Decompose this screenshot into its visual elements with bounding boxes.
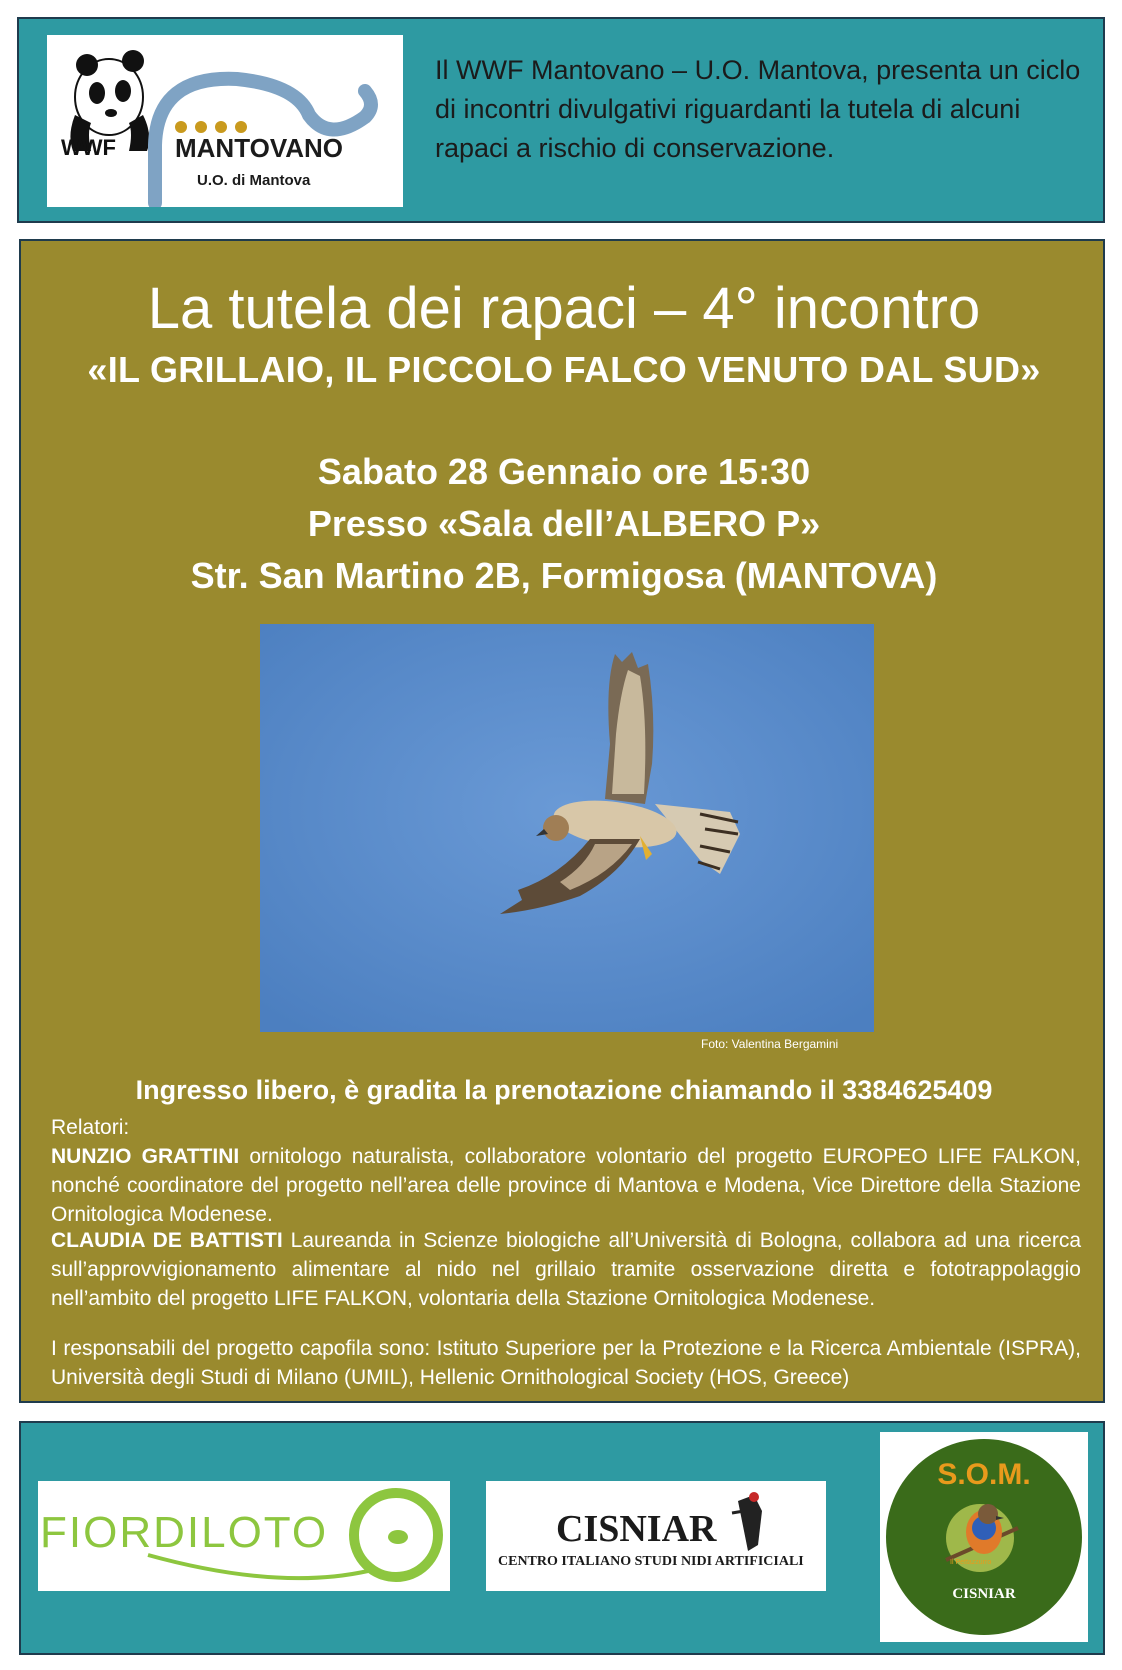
speaker-item [51, 1226, 1081, 1313]
speaker-desc: Laureanda in Scienze biologiche all’Università di Bologna, collabora ad una ricerca sull’approvvigionamento alimentare al nido nel grillaio tramite osservazione diretta e fototrappolaggio nell’ambito del progetto LIFE FALKON, volontaria della Stazione Ornitologica Modenese. [51, 1229, 1081, 1310]
photo-credit: Foto: Valentina Bergamini [701, 1037, 839, 1051]
unit-text: U.O. di Mantova [197, 172, 311, 189]
fiordiloto-text: FIORDILOTO [40, 1508, 329, 1557]
event-address: Str. San Martino 2B, Formigosa (MANTOVA) [190, 555, 938, 596]
event-date: Sabato 28 Gennaio ore 15:30 [317, 451, 811, 492]
speaker-name: CLAUDIA DE BATTISTI [51, 1229, 283, 1252]
falcon-photo [260, 624, 874, 1032]
responsabili-text: I responsabili del progetto capofila sono: Istituto Superiore per la Protezione e la Ricerca Ambientale (ISPRA), Università degli Studi di Milano (UMIL), Hellenic Ornithological Society (HOS, Greece) [51, 1337, 1081, 1389]
entry-info: Ingresso libero, è gradita la prenotazione chiamando il 3384625409 [135, 1075, 993, 1105]
wwf-text: WWF [61, 135, 116, 160]
header-panel [17, 17, 1105, 223]
event-title: La tutela dei rapaci – 4° incontro [147, 276, 981, 341]
som-logo [880, 1432, 1088, 1642]
som-banner: Il Pettazzurro [950, 1559, 992, 1566]
speakers-heading: Relatori: [51, 1116, 130, 1139]
woodpecker-icon [486, 1481, 826, 1591]
event-panel [19, 239, 1105, 1403]
event-place: Presso «Sala dell’ALBERO P» [307, 503, 821, 544]
lotus-icon [38, 1481, 450, 1591]
partners-panel [19, 1421, 1105, 1655]
event-subtitle: «IL GRILLAIO, IL PICCOLO FALCO VENUTO DAL SUD» [87, 349, 1041, 390]
intro-text: Il WWF Mantovano – U.O. Mantova, presenta un ciclo di incontri divulgativi riguardanti la tutela di alcuni rapaci a rischio di conservazione. [435, 55, 1081, 163]
cisniar-logo [486, 1481, 826, 1591]
cisniar-sub: CENTRO ITALIANO STUDI NIDI ARTIFICIALI [498, 1554, 804, 1569]
mantovano-text: MANTOVANO [175, 133, 344, 163]
panda-icon [47, 35, 403, 207]
som-sub: CISNIAR [952, 1586, 1016, 1602]
wwf-mantovano-logo [47, 35, 403, 207]
bluethroat-icon [880, 1432, 1088, 1642]
fiordiloto-logo [38, 1481, 450, 1591]
speaker-name: NUNZIO GRATTINI [51, 1145, 240, 1168]
cisniar-text: CISNIAR [556, 1508, 717, 1550]
speaker-desc: ornitologo naturalista, collaboratore volontario del progetto EUROPEO LIFE FALKON, nonché coordinatore del progetto nell’area delle province di Mantova e Modena, Vice Direttore della Stazione Ornitologica Modenese. [51, 1145, 1081, 1226]
som-text: S.O.M. [937, 1458, 1031, 1491]
speaker-item [51, 1142, 1081, 1229]
